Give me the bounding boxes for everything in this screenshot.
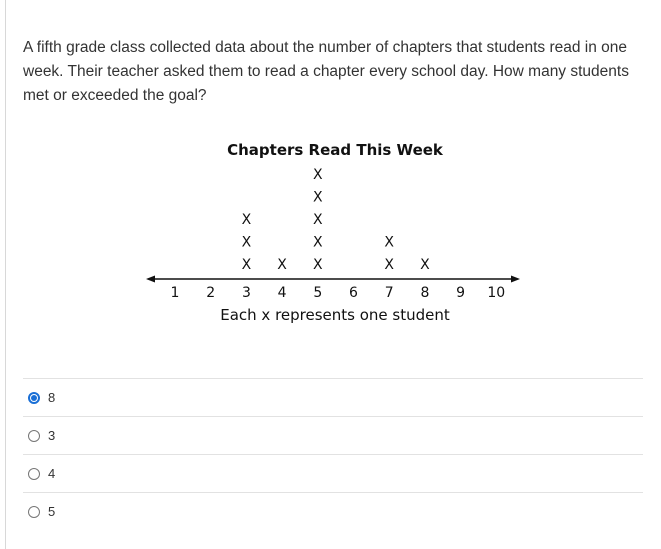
tick-label-5: 5 <box>313 285 323 301</box>
data-mark-3-1: X <box>241 257 252 273</box>
answer-option-label-2: 3 <box>48 428 56 443</box>
answer-option-4[interactable] <box>23 492 643 530</box>
data-mark-3-2: X <box>241 234 252 251</box>
tick-label-10: 10 <box>487 285 506 301</box>
chart-title: Chapters Read This Week <box>227 141 443 159</box>
answer-option-2[interactable] <box>23 416 643 454</box>
data-mark-7-1: X <box>384 257 394 273</box>
radio-button-4[interactable] <box>28 506 40 518</box>
tick-label-1: 1 <box>170 285 180 301</box>
answer-option-3[interactable] <box>23 454 643 492</box>
tick-label-4: 4 <box>277 285 287 301</box>
radio-button-1[interactable] <box>28 392 40 404</box>
answer-option-label-4: 5 <box>48 504 56 519</box>
answer-option-1[interactable] <box>23 378 643 416</box>
data-mark-5-4: X <box>313 189 323 206</box>
data-mark-8-1: X <box>420 257 430 273</box>
data-mark-3-3: X <box>241 212 252 228</box>
tick-label-9: 9 <box>456 285 466 301</box>
question-text: A fifth grade class collected data about the number of chapters that students read in one week. Their teacher asked them to read a chapter every school day. How many students met or exceeded the goal? <box>23 39 629 104</box>
data-mark-4-1: X <box>277 257 287 273</box>
x-axis-label: Each x represents one student <box>220 306 450 324</box>
left-arrow-icon <box>146 276 155 283</box>
tick-label-2: 2 <box>206 285 216 301</box>
answer-option-label-3: 4 <box>48 466 56 481</box>
radio-button-3[interactable] <box>28 468 40 480</box>
right-arrow-icon <box>511 276 520 283</box>
answer-option-label-1: 8 <box>48 390 56 405</box>
answer-options <box>23 378 643 530</box>
data-mark-5-3: X <box>313 212 323 228</box>
data-mark-5-5: X <box>313 167 323 183</box>
tick-label-8: 8 <box>420 285 430 301</box>
tick-label-6: 6 <box>349 285 358 301</box>
data-mark-7-2: X <box>384 234 394 251</box>
tick-label-3: 3 <box>241 285 251 301</box>
radio-button-2[interactable] <box>28 430 40 442</box>
data-mark-5-1: X <box>313 257 323 273</box>
data-mark-5-2: X <box>313 234 323 251</box>
tick-label-7: 7 <box>384 285 394 301</box>
